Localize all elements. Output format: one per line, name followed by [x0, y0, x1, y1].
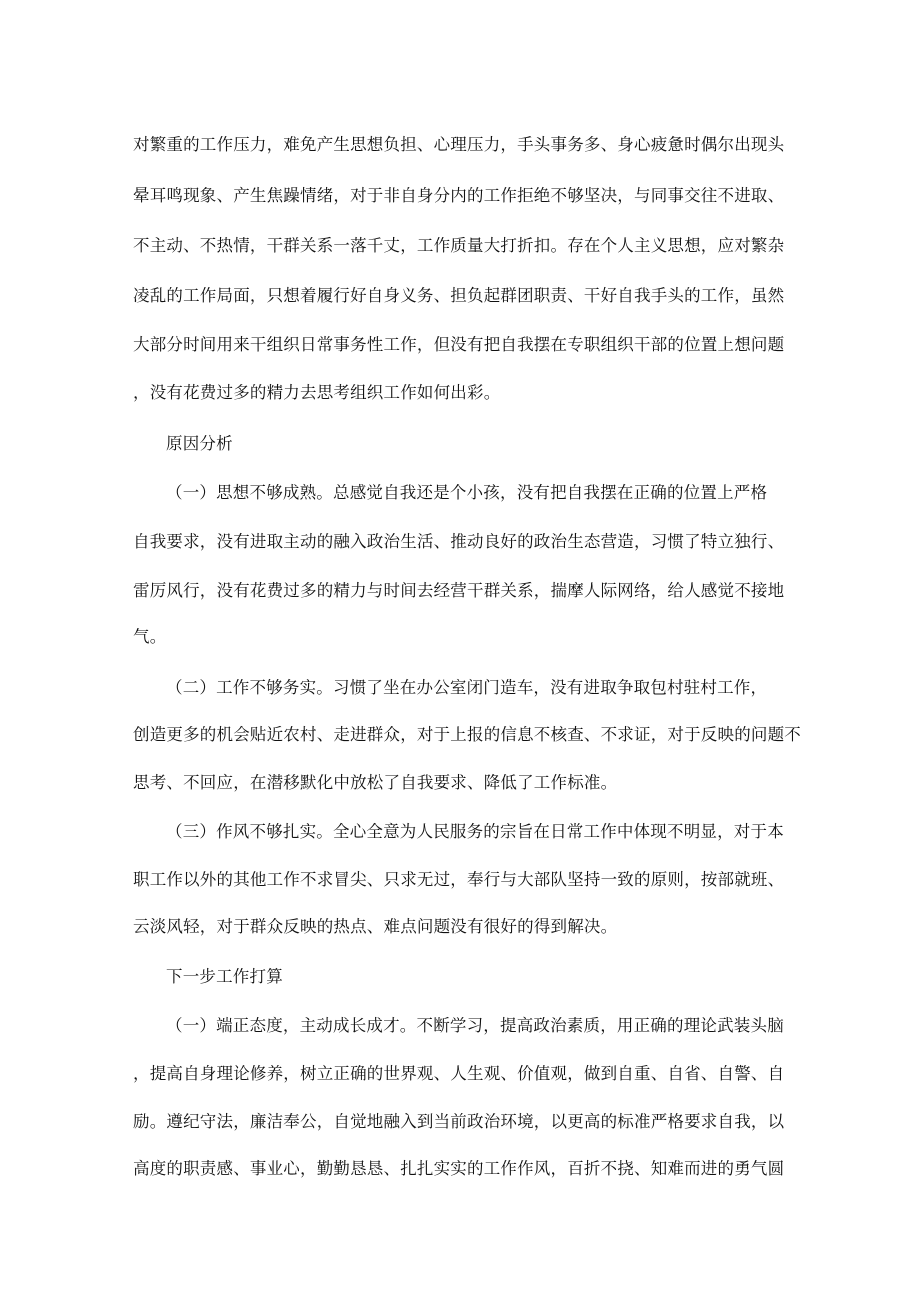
paragraph-line: （一）思想不够成熟。总感觉自我还是个小孩，没有把自我摆在正确的位置上严格	[166, 483, 768, 502]
paragraph-line: 雷厉风行，没有花费过多的精力与时间去经营干群关系，揣摩人际网络，给人感觉不接地	[133, 581, 785, 600]
paragraph-line: 云淡风轻，对于群众反映的热点、难点问题没有很好的得到解决。	[133, 917, 618, 936]
section-heading-causes: 原因分析	[166, 434, 233, 453]
section-heading-next-steps: 下一步工作打算	[166, 967, 283, 986]
paragraph-line: （二）工作不够务实。习惯了坐在办公室闭门造车，没有进取争取包村驻村工作，	[166, 678, 768, 697]
paragraph-line: 自我要求，没有进取主动的融入政治生活、推动良好的政治生态营造，习惯了特立独行、	[133, 532, 785, 551]
paragraph-line: 思考、不回应，在潜移默化中放松了自我要求、降低了工作标准。	[133, 773, 618, 792]
paragraph-line: 晕耳鸣现象、产生焦躁情绪，对于非自身分内的工作拒绝不够坚决，与同事交往不进取、	[133, 186, 785, 205]
paragraph-line: 职工作以外的其他工作不求冒尖、只求无过，奉行与大部队坚持一致的原则，按部就班、	[133, 870, 785, 889]
paragraph-line: 励。遵纪守法，廉洁奉公，自觉地融入到当前政治环境，以更高的标准严格要求自我，以	[133, 1112, 785, 1131]
paragraph-line: 高度的职责感、事业心，勤勤恳恳、扎扎实实的工作作风，百折不挠、知难而进的勇气圆	[133, 1159, 785, 1178]
paragraph-line: 不主动、不热情，干群关系一落千丈，工作质量大打折扣。存在个人主义思想，应对繁杂	[133, 236, 785, 255]
paragraph-line: 气。	[133, 627, 167, 646]
paragraph-line: （一）端正态度，主动成长成才。不断学习，提高政治素质，用正确的理论武装头脑	[166, 1016, 784, 1035]
paragraph-line: 大部分时间用来干组织日常事务性工作，但没有把自我摆在专职组织干部的位置上想问题	[133, 335, 785, 354]
paragraph-line: （三）作风不够扎实。全心全意为人民服务的宗旨在日常工作中体现不明显，对于本	[166, 822, 784, 841]
paragraph-line: ，没有花费过多的精力去思考组织工作如何出彩。	[133, 383, 501, 402]
paragraph-line: 对繁重的工作压力，难免产生思想负担、心理压力，手头事务多、身心疲惫时偶尔出现头	[133, 135, 785, 154]
paragraph-line: 凌乱的工作局面，只想着履行好自身义务、担负起群团职责、干好自我手头的工作，虽然	[133, 286, 785, 305]
paragraph-line: ，提高自身理论修养，树立正确的世界观、人生观、价值观，做到自重、自省、自警、自	[133, 1064, 785, 1083]
paragraph-line: 创造更多的机会贴近农村、走进群众，对于上报的信息不核查、不求证，对于反映的问题不	[133, 725, 801, 744]
